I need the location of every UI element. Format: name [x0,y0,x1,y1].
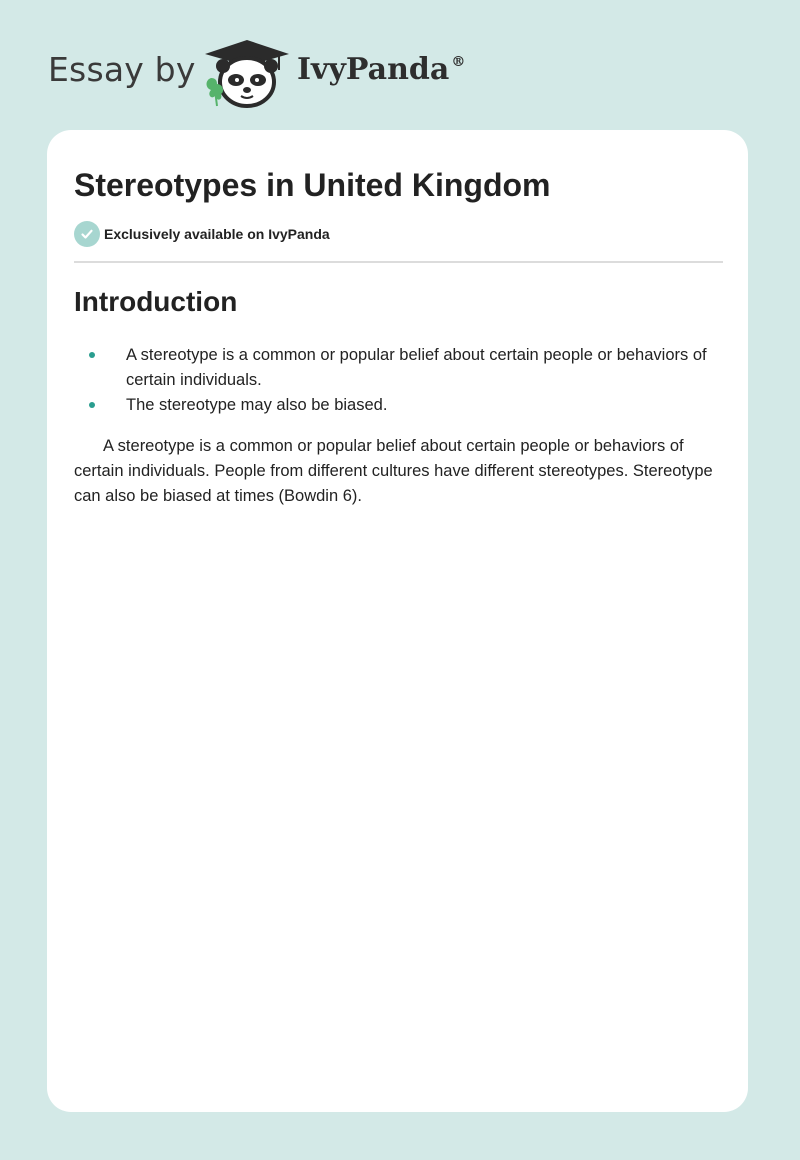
bullet-text: The stereotype may also be biased. [126,396,388,414]
panda-graduate-icon[interactable] [203,36,291,110]
bullet-list [74,343,724,418]
essay-card [47,130,748,1112]
body-paragraph: A stereotype is a common or popular belief about certain people or behaviors of certain individuals. People from different cultures have different stereotypes. Stereotype can also be biased at times (Bowdin 6). [74,437,713,505]
registered-mark: ® [451,54,466,70]
essay-by-label: Essay by [48,50,196,89]
brand-name[interactable]: IvyPanda ® [297,52,466,87]
page-title: Stereotypes in United Kingdom [74,167,551,203]
exclusive-label: Exclusively available on IvyPanda [104,226,330,242]
divider [74,261,723,263]
bullet-text: A stereotype is a common or popular belief about certain people or behaviors of certain individuals. [126,346,707,389]
section-heading: Introduction [74,286,238,317]
site-header [0,0,800,130]
exclusive-badge [74,221,330,247]
list-item [74,393,724,418]
bullet-dot [89,402,95,408]
list-item [74,343,724,393]
check-circle-icon [74,221,100,247]
bullet-dot [89,352,95,358]
